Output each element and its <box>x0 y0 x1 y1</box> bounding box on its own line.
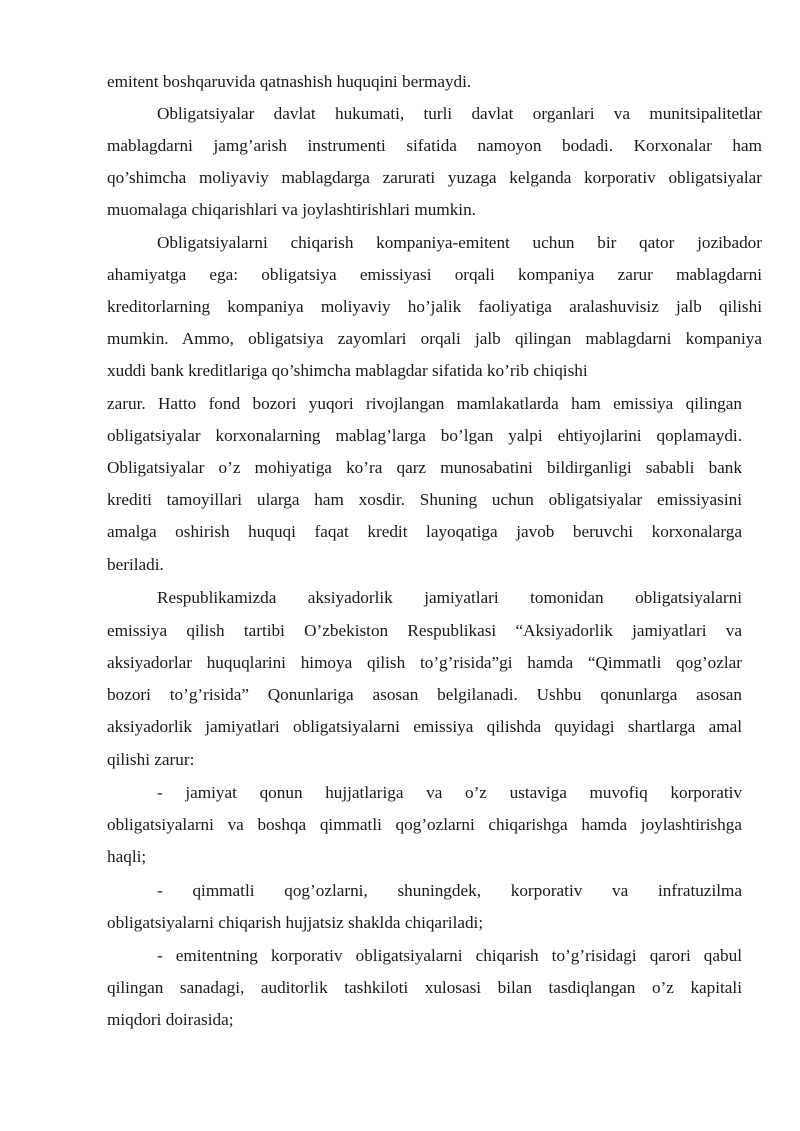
list-item-line: - emitentning korporativ obligatsiyalarni chiqarish to’g’risidagi qarori qabul <box>157 946 742 965</box>
paragraph-line: muomalaga chiqarishlari va joylashtirishlari mumkin. <box>107 200 476 219</box>
paragraph-line: mablagdarni jamg’arish instrumenti sifatida namoyon bodadi. Korxonalar ham <box>107 136 762 155</box>
list-item-line: - qimmatli qog’ozlarni, shuningdek, korporativ va infratuzilma <box>157 881 742 900</box>
paragraph-line: Respublikamizda aksiyadorlik jamiyatlari tomonidan obligatsiyalarni <box>157 588 742 607</box>
paragraph-line: aksiyadorlik jamiyatlari obligatsiyalarni emissiya qilishda quyidagi shartlarga amal <box>107 717 742 736</box>
paragraph-line: emissiya qilish tartibi O’zbekiston Respublikasi “Aksiyadorlik jamiyatlari va <box>107 621 742 640</box>
paragraph-line: Obligatsiyalarni chiqarish kompaniya-emitent uchun bir qator jozibador <box>157 233 762 252</box>
paragraph-line: ahamiyatga ega: obligatsiya emissiyasi orqali kompaniya zarur mablagdarni <box>107 265 762 284</box>
paragraph-line: krediti tamoyillari ularga ham xosdir. Shuning uchun obligatsiyalar emissiyasini <box>107 490 742 509</box>
list-item-line: haqli; <box>107 847 147 866</box>
paragraph-line: amalga oshirish huquqi faqat kredit layoqatiga javob beruvchi korxonalarga <box>107 522 742 541</box>
text-line: emitent boshqaruvida qatnashish huquqini bermaydi. <box>107 72 472 91</box>
list-item-line: - jamiyat qonun hujjatlariga va o’z ustaviga muvofiq korporativ <box>157 783 742 802</box>
paragraph-line: xuddi bank kreditlariga qo’shimcha mablagdar sifatida ko’rib chiqishi <box>107 361 588 380</box>
list-item-line: obligatsiyalarni chiqarish hujjatsiz shaklda chiqariladi; <box>107 913 484 932</box>
paragraph-line: Obligatsiyalar o’z mohiyatiga ko’ra qarz munosabatini bildirganligi sababli bank <box>107 458 742 477</box>
paragraph-line: aksiyadorlar huquqlarini himoya qilish to’g’risida”gi hamda “Qimmatli qog’ozlar <box>107 653 742 672</box>
paragraph-line: bozori to’g’risida” Qonunlariga asosan belgilanadi. Ushbu qonunlarga asosan <box>107 685 742 704</box>
list-item-line: miqdori doirasida; <box>107 1010 234 1029</box>
paragraph-line: zarur. Hatto fond bozori yuqori rivojlangan mamlakatlarda ham emissiya qilingan <box>107 394 742 413</box>
paragraph-line: kreditorlarning kompaniya moliyaviy ho’jalik faoliyatiga aralashuvisiz jalb qilishi <box>107 297 762 316</box>
paragraph-line: qilishi zarur: <box>107 750 195 769</box>
paragraph-line: beriladi. <box>107 555 164 574</box>
paragraph-line: mumkin. Ammo, obligatsiya zayomlari orqali jalb qilingan mablagdarni kompaniya <box>107 329 762 348</box>
paragraph-line: obligatsiyalar korxonalarning mablag’larga bo’lgan yalpi ehtiyojlarini qoplamaydi. <box>107 426 742 445</box>
list-item-line: obligatsiyalarni va boshqa qimmatli qog’ozlarni chiqarishga hamda joylashtirishga <box>107 815 742 834</box>
list-item-line: qilingan sanadagi, auditorlik tashkiloti xulosasi bilan tasdiqlangan o’z kapitali <box>107 978 742 997</box>
paragraph-line: Obligatsiyalar davlat hukumati, turli davlat organlari va munitsipalitetlar <box>157 104 762 123</box>
paragraph-line: qo’shimcha moliyaviy mablagdarga zarurati yuzaga kelganda korporativ obligatsiyalar <box>107 168 762 187</box>
